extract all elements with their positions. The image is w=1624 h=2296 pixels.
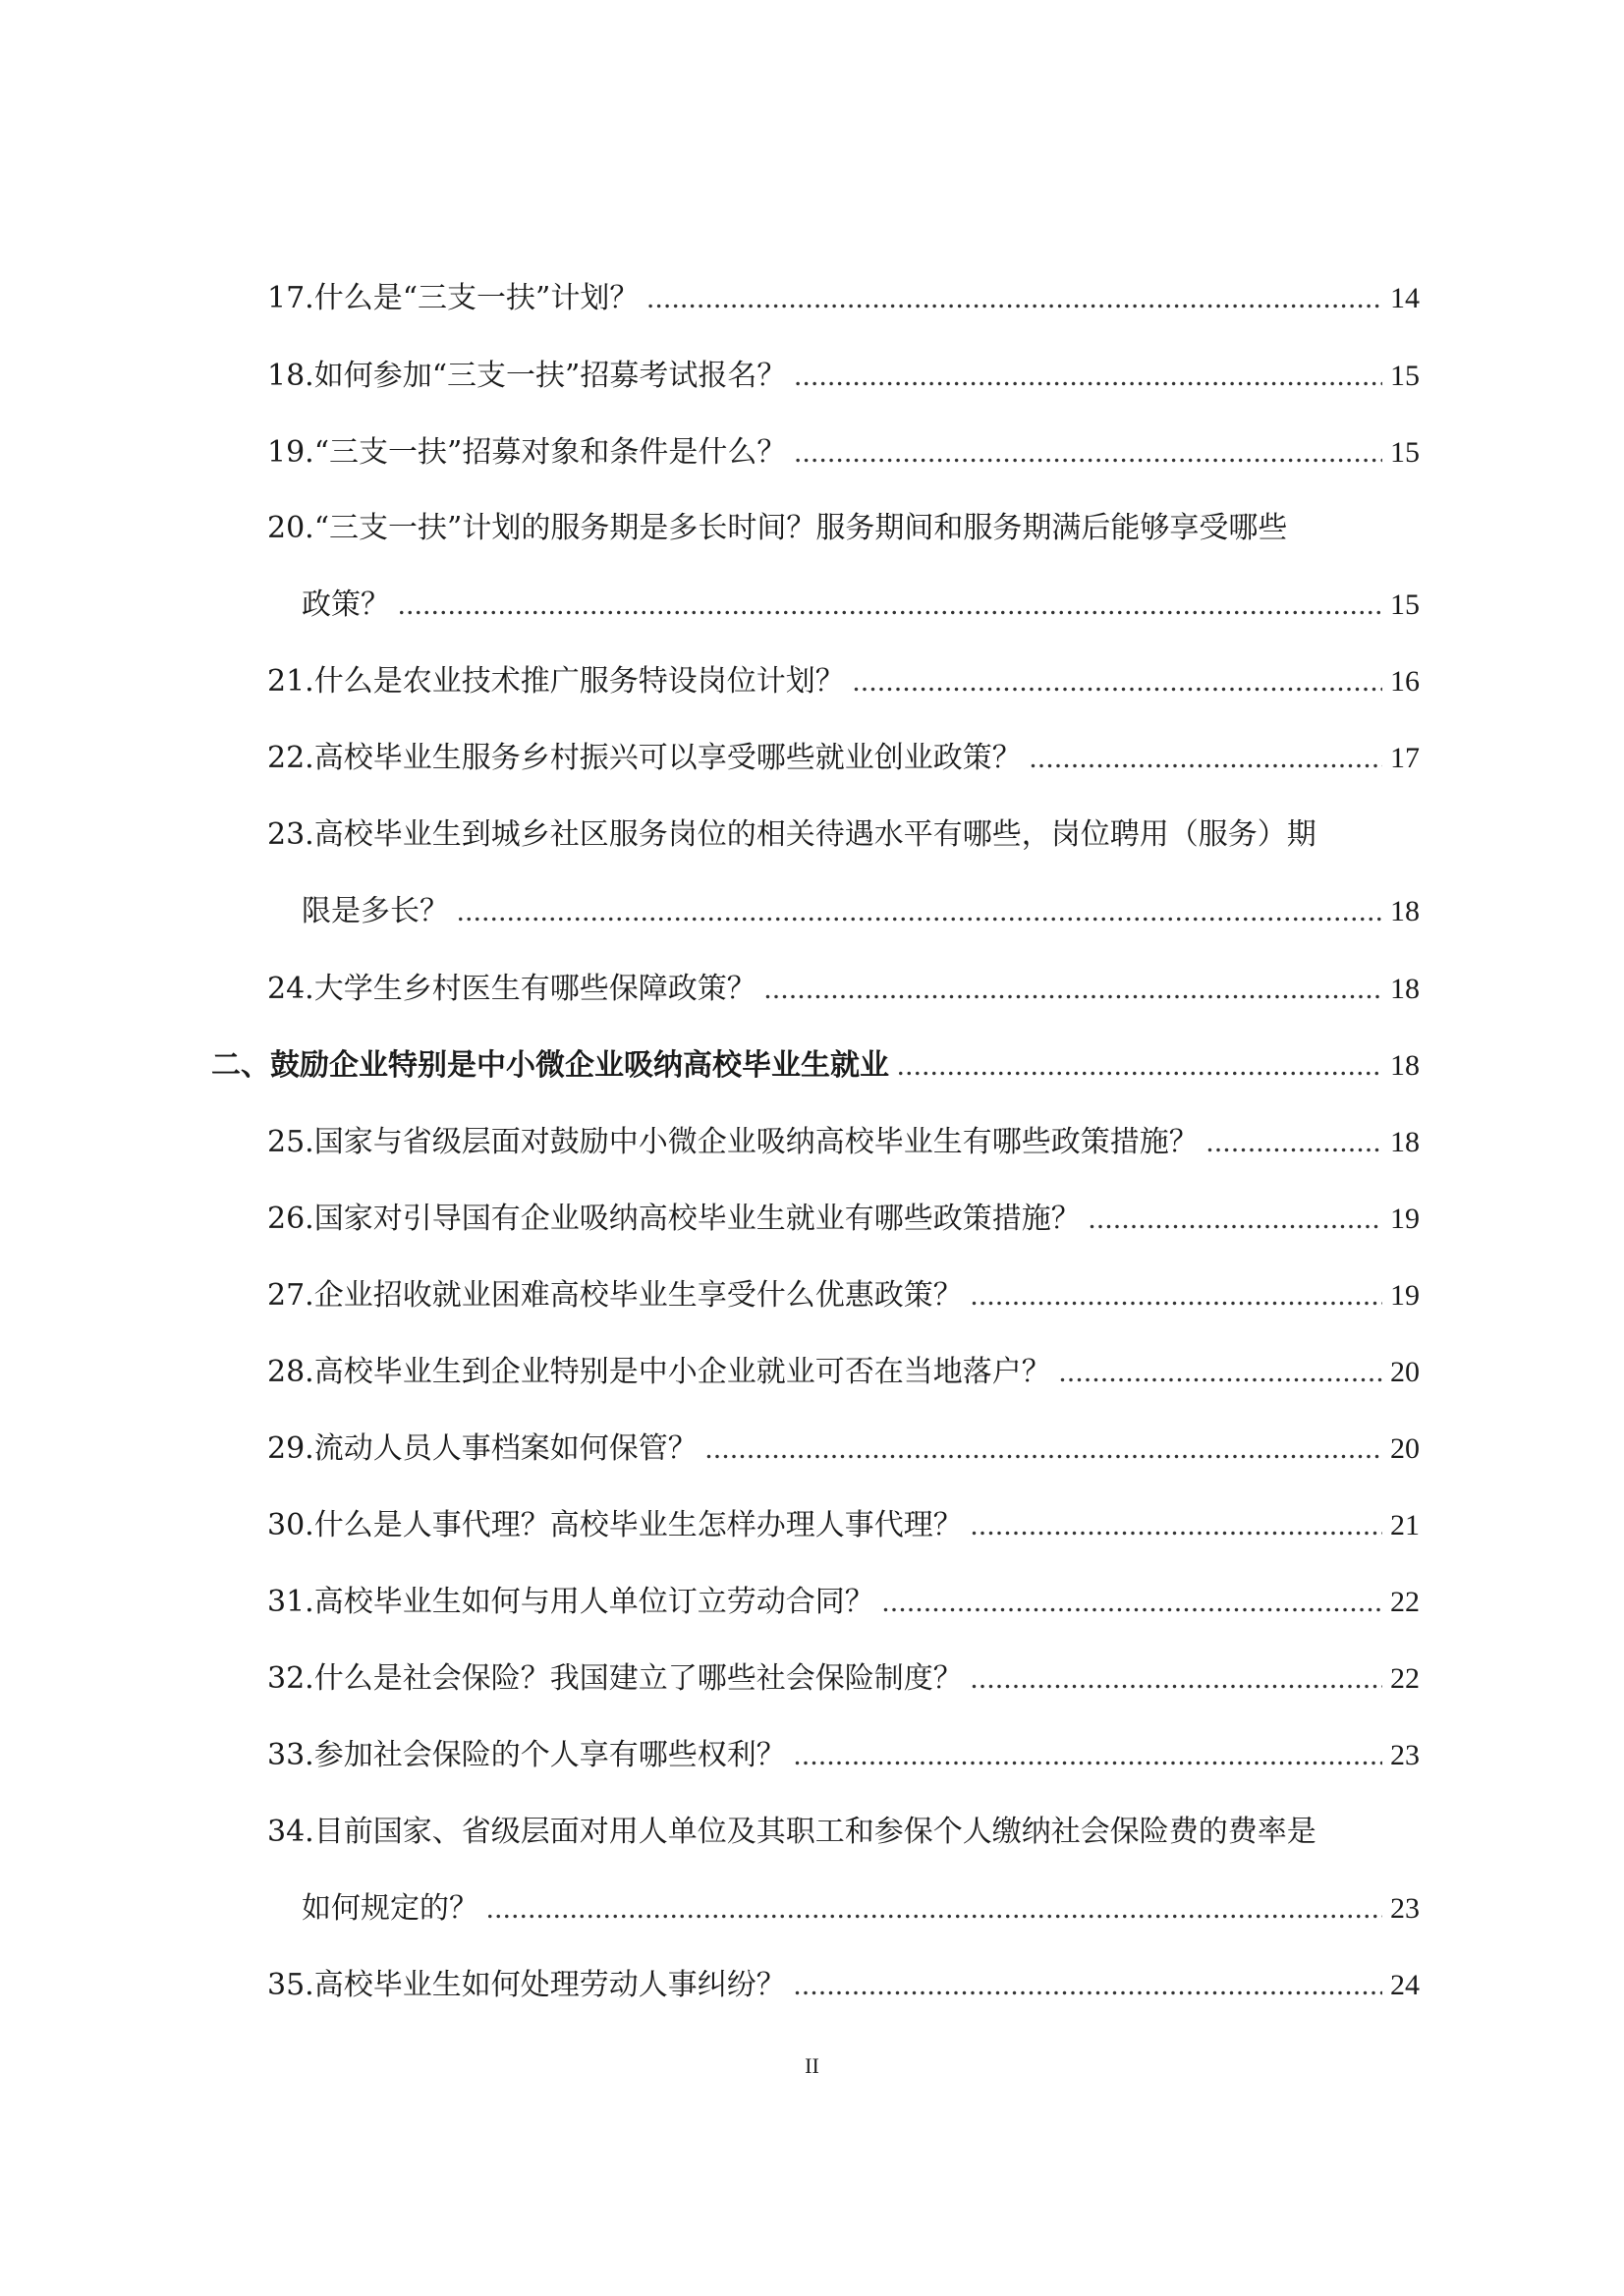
toc-page-number: 15 bbox=[1390, 436, 1420, 469]
toc-entry-18[interactable] bbox=[267, 353, 1420, 400]
toc-entry-title: 27.企业招收就业困难高校毕业生享受什么优惠政策？ bbox=[267, 1278, 963, 1313]
toc-entry-title: 21.什么是农业技术推广服务特设岗位计划？ bbox=[267, 664, 845, 699]
toc-entry-24[interactable] bbox=[267, 966, 1420, 1013]
toc-entry-title: 限是多长？ bbox=[302, 894, 449, 928]
toc-entry-25[interactable] bbox=[267, 1119, 1420, 1166]
toc-leader-dots bbox=[398, 582, 1382, 629]
toc-leader-dots bbox=[1059, 1349, 1382, 1396]
toc-page-number: 16 bbox=[1390, 665, 1420, 698]
toc-entry-20[interactable] bbox=[302, 582, 1420, 629]
toc-page-number: 18 bbox=[1390, 973, 1420, 1005]
toc-page-number: 14 bbox=[1390, 282, 1420, 314]
toc-entry-26[interactable] bbox=[267, 1196, 1420, 1243]
toc-leader-dots bbox=[1206, 1119, 1382, 1166]
toc-page-number: 18 bbox=[1390, 1049, 1420, 1082]
toc-leader-dots bbox=[971, 1655, 1382, 1703]
toc-leader-dots bbox=[1089, 1196, 1382, 1243]
toc-entry-32[interactable] bbox=[267, 1655, 1420, 1703]
toc-leader-dots bbox=[705, 1426, 1382, 1473]
toc-entry-title: 26.国家对引导国有企业吸纳高校毕业生就业有哪些政策措施？ bbox=[267, 1202, 1081, 1236]
toc-entry-title: 30.什么是人事代理？高校毕业生怎样办理人事代理？ bbox=[267, 1508, 963, 1542]
toc-entry-34[interactable] bbox=[302, 1885, 1420, 1932]
toc-section-title: 二、鼓励企业特别是中小微企业吸纳高校毕业生就业 bbox=[211, 1048, 889, 1083]
toc-entry-30[interactable] bbox=[267, 1502, 1420, 1549]
toc-entry-20-first-line[interactable]: 20.“三支一扶”计划的服务期是多长时间？服务期间和服务期满后能够享受哪些 bbox=[267, 511, 1288, 545]
toc-page-number: 15 bbox=[1390, 588, 1420, 621]
toc-entry-title: 如何规定的？ bbox=[302, 1891, 478, 1926]
toc-page-number: 24 bbox=[1390, 1969, 1420, 2001]
toc-entry-title: 政策？ bbox=[302, 588, 390, 622]
toc-page-number: 17 bbox=[1390, 742, 1420, 774]
toc-entry-title: 35.高校毕业生如何处理劳动人事纠纷？ bbox=[267, 1968, 786, 2002]
toc-leader-dots bbox=[486, 1885, 1382, 1932]
toc-entry-22[interactable] bbox=[267, 735, 1420, 782]
toc-page-number: 20 bbox=[1390, 1432, 1420, 1465]
toc-page-number: 18 bbox=[1390, 1126, 1420, 1158]
toc-entry-23[interactable] bbox=[302, 888, 1420, 935]
toc-entry-title: 22.高校毕业生服务乡村振兴可以享受哪些就业创业政策？ bbox=[267, 741, 1022, 775]
page-number-footer: II bbox=[805, 2053, 819, 2078]
toc-leader-dots bbox=[794, 429, 1382, 476]
toc-entry-33[interactable] bbox=[267, 1732, 1420, 1779]
toc-page-number: 19 bbox=[1390, 1203, 1420, 1235]
toc-leader-dots bbox=[794, 1962, 1382, 2009]
toc-entry-27[interactable] bbox=[267, 1272, 1420, 1319]
toc-leader-dots bbox=[897, 1042, 1382, 1090]
toc-entry-31[interactable] bbox=[267, 1579, 1420, 1626]
toc-entry-23-first-line[interactable]: 23.高校毕业生到城乡社区服务岗位的相关待遇水平有哪些，岗位聘用（服务）期 bbox=[267, 817, 1316, 852]
toc-entry-34-first-line[interactable]: 34.目前国家、省级层面对用人单位及其职工和参保个人缴纳社会保险费的费率是 bbox=[267, 1815, 1316, 1849]
toc-leader-dots bbox=[1030, 735, 1382, 782]
toc-entry-35[interactable] bbox=[267, 1962, 1420, 2009]
toc-leader-dots bbox=[457, 888, 1382, 935]
toc-page-number: 15 bbox=[1390, 360, 1420, 392]
toc-leader-dots bbox=[764, 966, 1382, 1013]
toc-leader-dots bbox=[853, 658, 1382, 705]
toc-page-number: 22 bbox=[1390, 1662, 1420, 1695]
toc-entry-title: 19.“三支一扶”招募对象和条件是什么？ bbox=[267, 435, 787, 470]
toc-page-number: 19 bbox=[1390, 1279, 1420, 1312]
toc-entry-19[interactable] bbox=[267, 429, 1420, 476]
toc-leader-dots bbox=[971, 1272, 1382, 1319]
toc-entry-21[interactable] bbox=[267, 658, 1420, 705]
toc-page-number: 23 bbox=[1390, 1739, 1420, 1771]
toc-page-number: 21 bbox=[1390, 1509, 1420, 1541]
toc-entry-title: 33.参加社会保险的个人享有哪些权利？ bbox=[267, 1738, 786, 1772]
toc-entry-title: 25.国家与省级层面对鼓励中小微企业吸纳高校毕业生有哪些政策措施？ bbox=[267, 1125, 1199, 1159]
toc-entry-title: 24.大学生乡村医生有哪些保障政策？ bbox=[267, 972, 756, 1006]
toc-section-heading[interactable] bbox=[211, 1042, 1420, 1090]
toc-entry-title: 18.如何参加“三支一扶”招募考试报名？ bbox=[267, 359, 787, 393]
toc-entry-title: 29.流动人员人事档案如何保管？ bbox=[267, 1431, 698, 1466]
toc-page-number: 23 bbox=[1390, 1892, 1420, 1925]
toc-entry-17[interactable] bbox=[267, 275, 1420, 322]
toc-page-number: 20 bbox=[1390, 1356, 1420, 1388]
toc-entry-28[interactable] bbox=[267, 1349, 1420, 1396]
toc-entry-title: 32.什么是社会保险？我国建立了哪些社会保险制度？ bbox=[267, 1661, 963, 1696]
toc-page-number: 18 bbox=[1390, 895, 1420, 927]
toc-page-number: 22 bbox=[1390, 1586, 1420, 1618]
toc-entry-29[interactable] bbox=[267, 1426, 1420, 1473]
toc-leader-dots bbox=[882, 1579, 1382, 1626]
toc-leader-dots bbox=[971, 1502, 1382, 1549]
toc-leader-dots bbox=[794, 1732, 1382, 1779]
toc-entry-title: 28.高校毕业生到企业特别是中小企业就业可否在当地落户？ bbox=[267, 1355, 1051, 1389]
toc-entry-title: 31.高校毕业生如何与用人单位订立劳动合同？ bbox=[267, 1585, 874, 1619]
toc-leader-dots bbox=[646, 275, 1382, 322]
toc-entry-title: 17.什么是“三支一扶”计划？ bbox=[267, 281, 640, 315]
toc-leader-dots bbox=[794, 353, 1382, 400]
